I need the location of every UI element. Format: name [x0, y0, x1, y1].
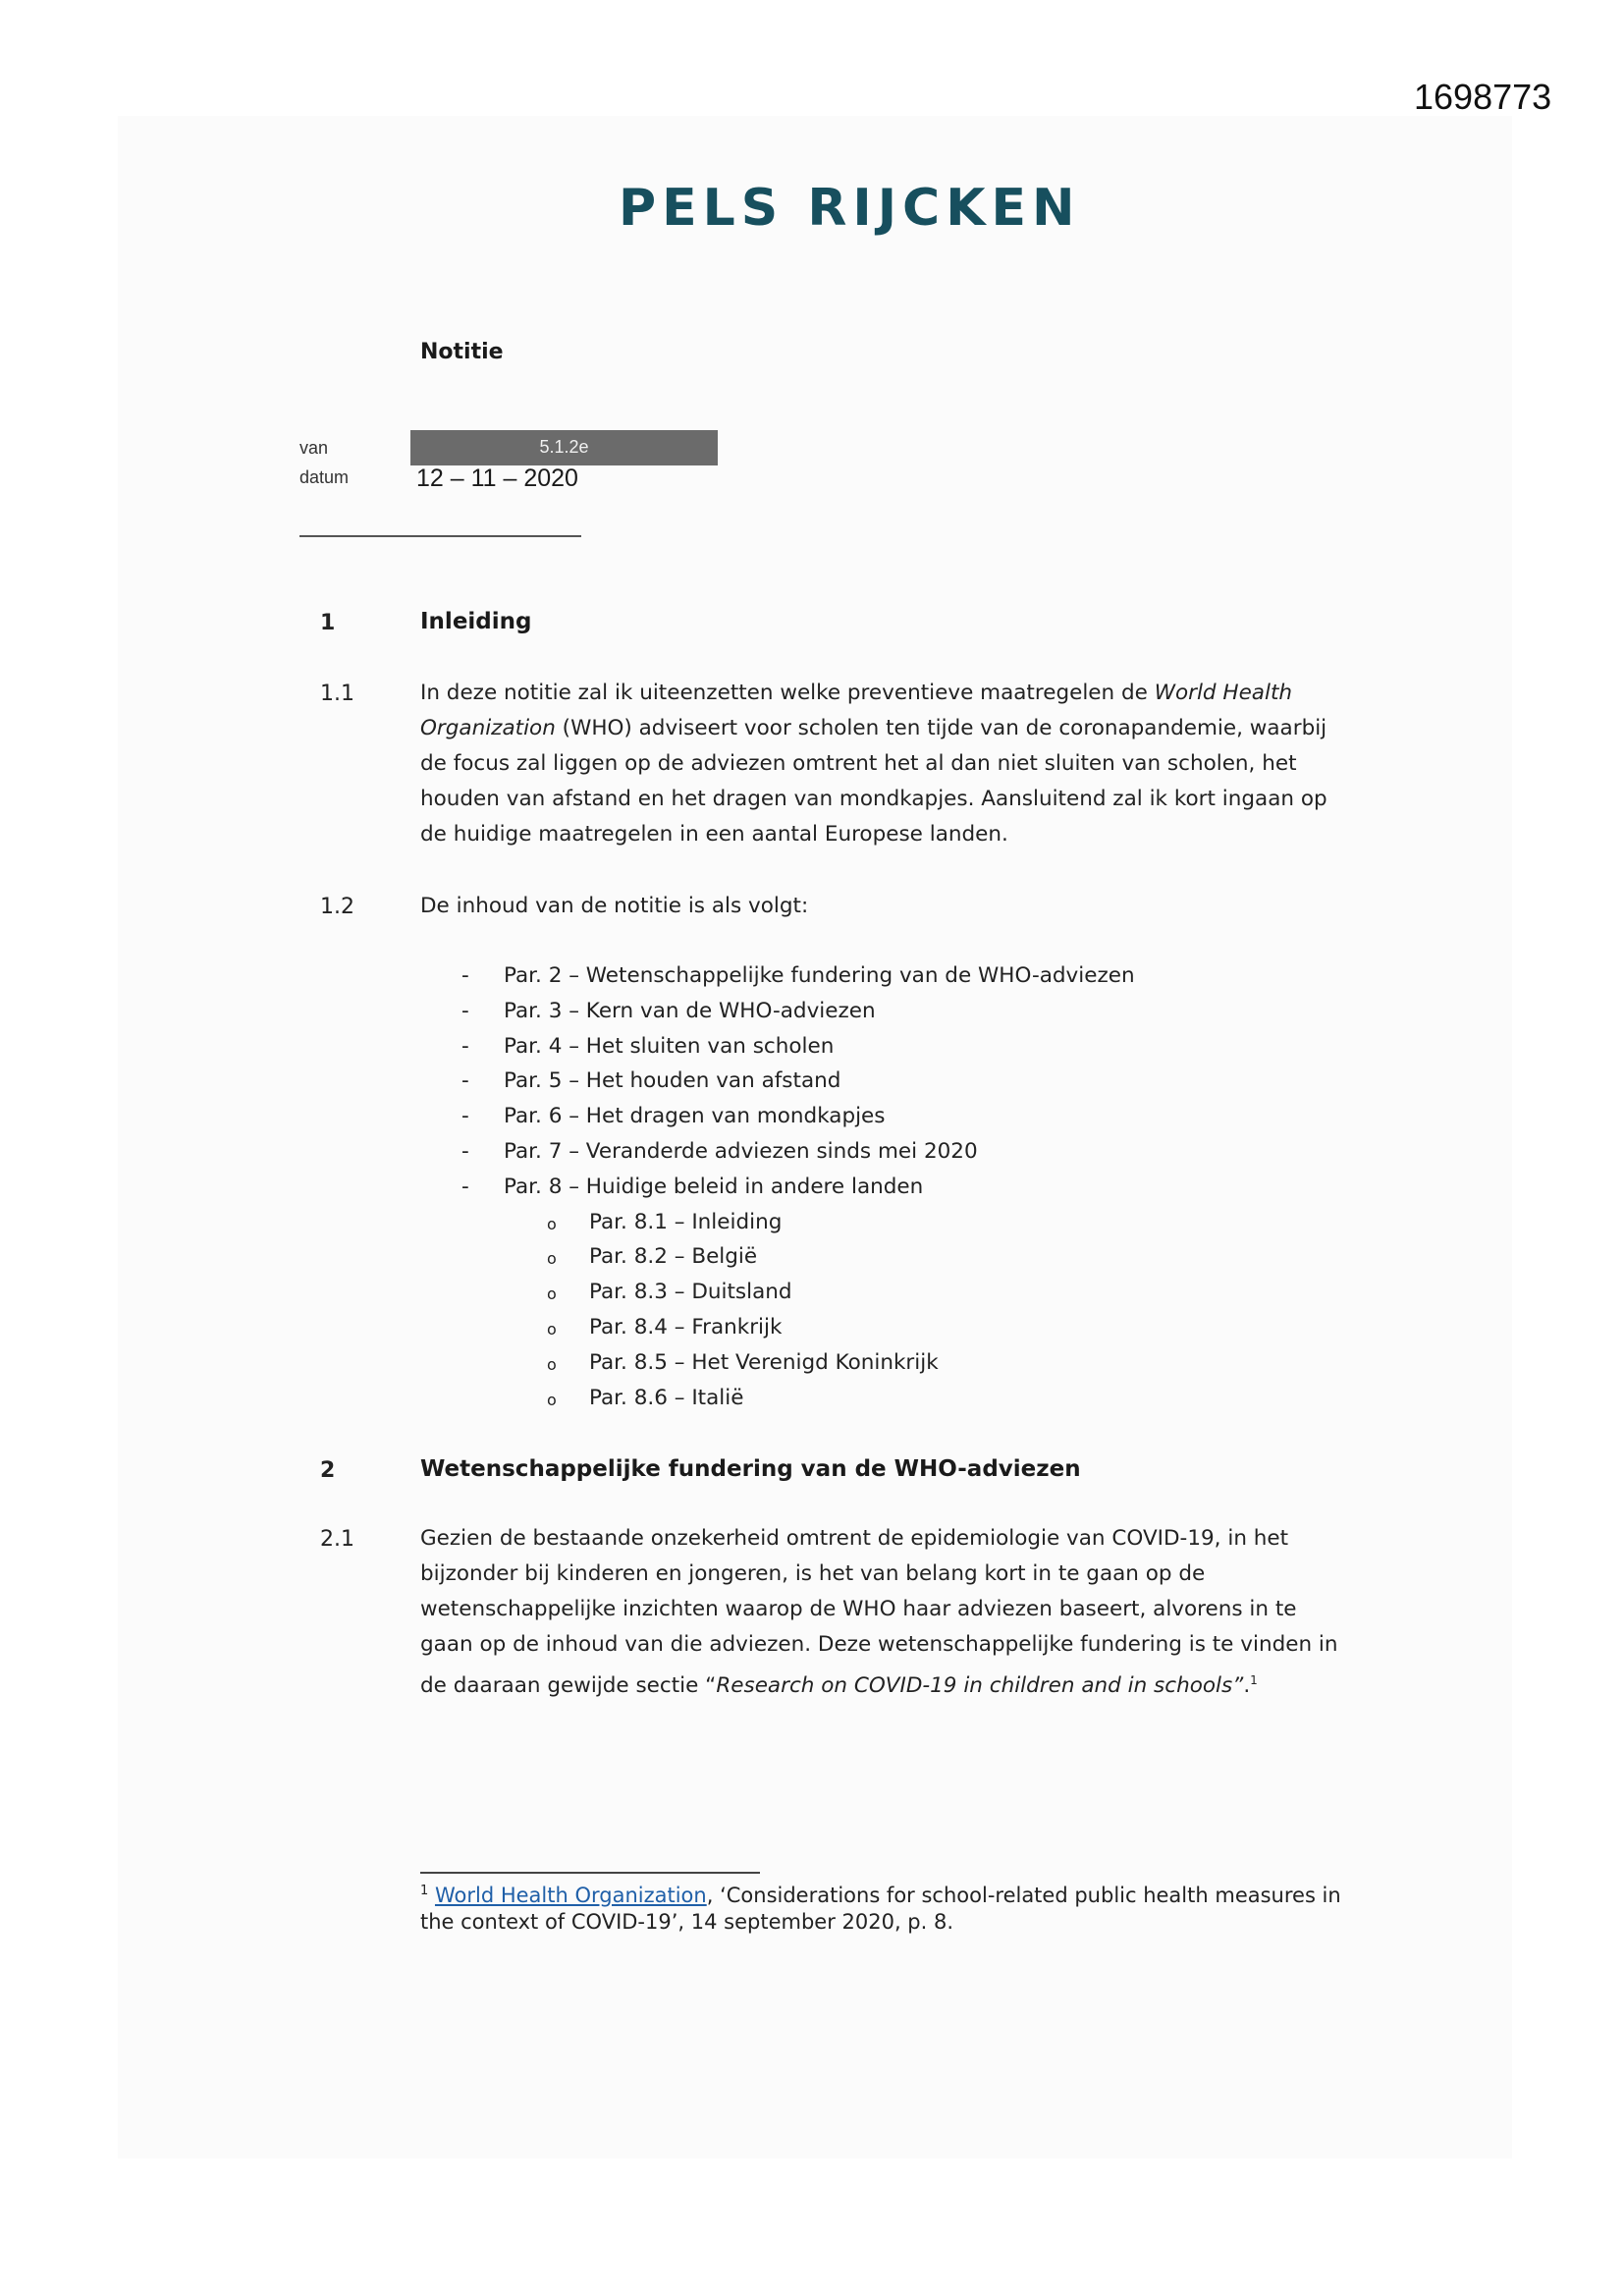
para-1-1-number: 1.1 — [320, 682, 354, 706]
para-1-1-text-b: (WHO) adviseert voor scholen ten tijde van de coronapandemie, waarbij de focus zal liggen op de adviezen omtrent het al dan niet sluiten van scholen, het houden van afstand en het dragen van mondkapjes. Aansluitend zal ik kort ingaan op de huidige maatregelen in een aantal Europese landen. — [420, 716, 1327, 847]
header-divider — [299, 535, 581, 537]
section-1-number: 1 — [320, 611, 336, 635]
datum-label: datum — [299, 467, 350, 487]
para-1-1-text-a: In deze notitie zal ik uiteenzetten welke preventieve maatregelen de — [420, 681, 1155, 705]
section-1-heading: Inleiding — [420, 609, 532, 634]
footnote-number: 1 — [420, 1884, 429, 1898]
para-2-1-end: . — [1243, 1673, 1251, 1699]
para-2-1-text: Gezien de bestaande onzekerheid omtrent de epidemiologie van COVID-19, in het bijzonder bij kinderen en jongeren, is het van belang kort in te gaan op de wetenschappelijke inzichten waarop de WHO haar adviezen baseert, alvorens in te gaan op de inhoud van die adviezen. Deze wetenschappelijke fundering is te vinden in de daaraan gewijde sectie “ — [420, 1526, 1338, 1699]
date-value: 12 – 11 – 2020 — [416, 465, 578, 492]
para-2-1 — [420, 1521, 1353, 1704]
para-1-1-italic: World Health Organization — [420, 681, 1293, 740]
footnote-divider — [420, 1872, 760, 1874]
footnote-text: , ‘Considerations for school-related public health measures in the context of COVID-19’, 14 september 2020, p. 8. — [420, 1884, 1341, 1934]
para-1-2: De inhoud van de notitie is als volgt: — [420, 894, 809, 918]
redacted-sender: 5.1.2e — [410, 430, 718, 465]
footnote-reference[interactable]: 1 — [1250, 1673, 1258, 1687]
section-2-heading: Wetenschappelijke fundering van de WHO-adviezen — [420, 1456, 1081, 1482]
document-number: 1698773 — [1414, 77, 1552, 117]
van-label: van — [299, 438, 329, 458]
section-2-number: 2 — [320, 1458, 336, 1483]
document-title: Notitie — [420, 340, 504, 364]
para-2-1-number: 2.1 — [320, 1527, 354, 1552]
para-1-2-number: 1.2 — [320, 895, 354, 919]
pels-rijcken-logo: PELS RIJCKEN — [619, 179, 1081, 238]
para-2-1-italic: Research on COVID-19 in children and in schools” — [716, 1673, 1244, 1699]
para-1-1 — [420, 676, 1353, 852]
footnote-link[interactable]: World Health Organization — [434, 1884, 707, 1907]
footnote — [420, 1878, 1363, 1936]
